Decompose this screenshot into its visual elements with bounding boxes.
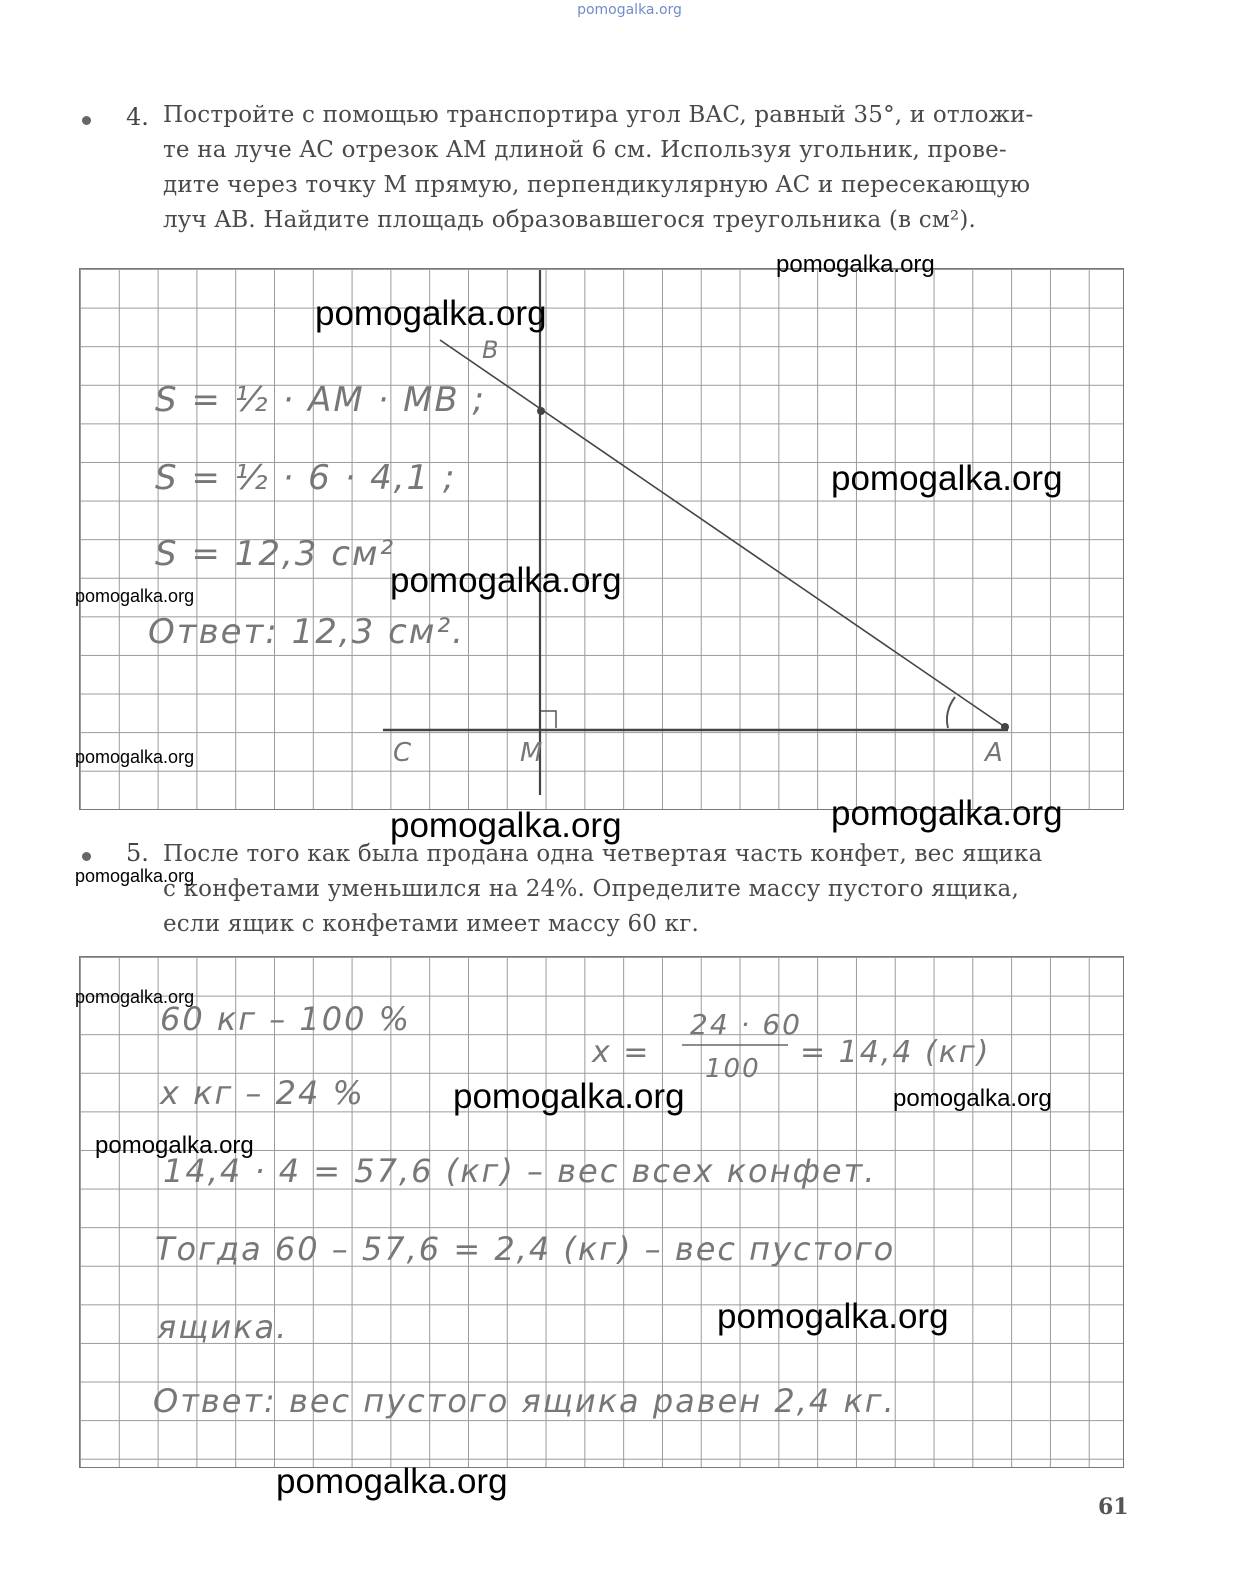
site-header-link[interactable]: pomogalka.org xyxy=(577,2,682,18)
task5-line-3: если ящик с конфетами имеет массу 60 кг. xyxy=(163,911,699,937)
watermark-2: pomogalka.org xyxy=(315,294,547,333)
hw-x-result: = 14,4 (кг) xyxy=(800,1035,991,1070)
task4-line-4: луч AB. Найдите площадь образовавшегося треугольника (в см²). xyxy=(163,207,977,233)
hw-line5: ящика. xyxy=(157,1308,289,1346)
task5-line-2: с конфетами уменьшился на 24%. Определите массу пустого ящика, xyxy=(163,876,1019,902)
hw-formula1: S = ½ · AM · MB ; xyxy=(155,380,487,420)
watermark-4: pomogalka.org xyxy=(390,561,622,600)
hw-fraction-denominator: 100 xyxy=(705,1054,761,1084)
watermark-10: pomogalka.org xyxy=(75,987,195,1007)
hw-line4: Тогда 60 – 57,6 = 2,4 (кг) – вес пустого xyxy=(155,1230,896,1268)
task4-line-1: Постройте с помощью транспортира угол BAC, равный 35°, и отложи- xyxy=(163,102,1034,128)
watermark-6: pomogalka.org xyxy=(75,747,195,767)
task5-number: 5. xyxy=(126,839,149,867)
watermark-13: pomogalka.org xyxy=(95,1132,254,1159)
watermark-15: pomogalka.org xyxy=(276,1462,508,1501)
label-m: M xyxy=(520,738,545,768)
hw-answer5: Ответ: вес пустого ящика равен 2,4 кг. xyxy=(153,1382,896,1420)
label-a: A xyxy=(985,738,1005,768)
watermark-7: pomogalka.org xyxy=(831,794,1063,833)
hw-answer4: Ответ: 12,3 см². xyxy=(148,612,465,652)
hw-formula2: S = ½ · 6 · 4,1 ; xyxy=(155,458,457,498)
watermark-3: pomogalka.org xyxy=(831,459,1063,498)
hw-line3: 14,4 · 4 = 57,6 (кг) – вес всех конфет. xyxy=(163,1152,877,1190)
task4-number: 4. xyxy=(126,103,149,131)
hw-proportion2: x кг – 24 % xyxy=(160,1074,365,1112)
page-number: 61 xyxy=(1098,1494,1129,1520)
hw-fraction-numerator: 24 · 60 xyxy=(690,1008,802,1041)
task5-line-1: После того как была продана одна четвертая часть конфет, вес ящика xyxy=(163,841,1043,867)
watermark-8: pomogalka.org xyxy=(390,806,622,845)
watermark-5: pomogalka.org xyxy=(75,586,195,606)
label-b: B xyxy=(482,336,501,364)
hw-x-eq: x = xyxy=(592,1035,651,1070)
task4-line-3: дите через точку M прямую, перпендикулярную AC и пересекающую xyxy=(163,172,1031,198)
task4-line-2: те на луче AC отрезок AM длиной 6 см. Используя угольник, прове- xyxy=(163,137,1007,163)
watermark-14: pomogalka.org xyxy=(717,1297,949,1336)
watermark-12: pomogalka.org xyxy=(893,1085,1052,1112)
hw-formula3: S = 12,3 см² xyxy=(155,534,396,574)
watermark-1: pomogalka.org xyxy=(776,251,935,278)
watermark-9: pomogalka.org xyxy=(75,866,195,886)
label-c: C xyxy=(393,738,414,768)
hw-proportion1: 60 кг – 100 % xyxy=(160,1000,412,1038)
watermark-11: pomogalka.org xyxy=(453,1077,685,1116)
